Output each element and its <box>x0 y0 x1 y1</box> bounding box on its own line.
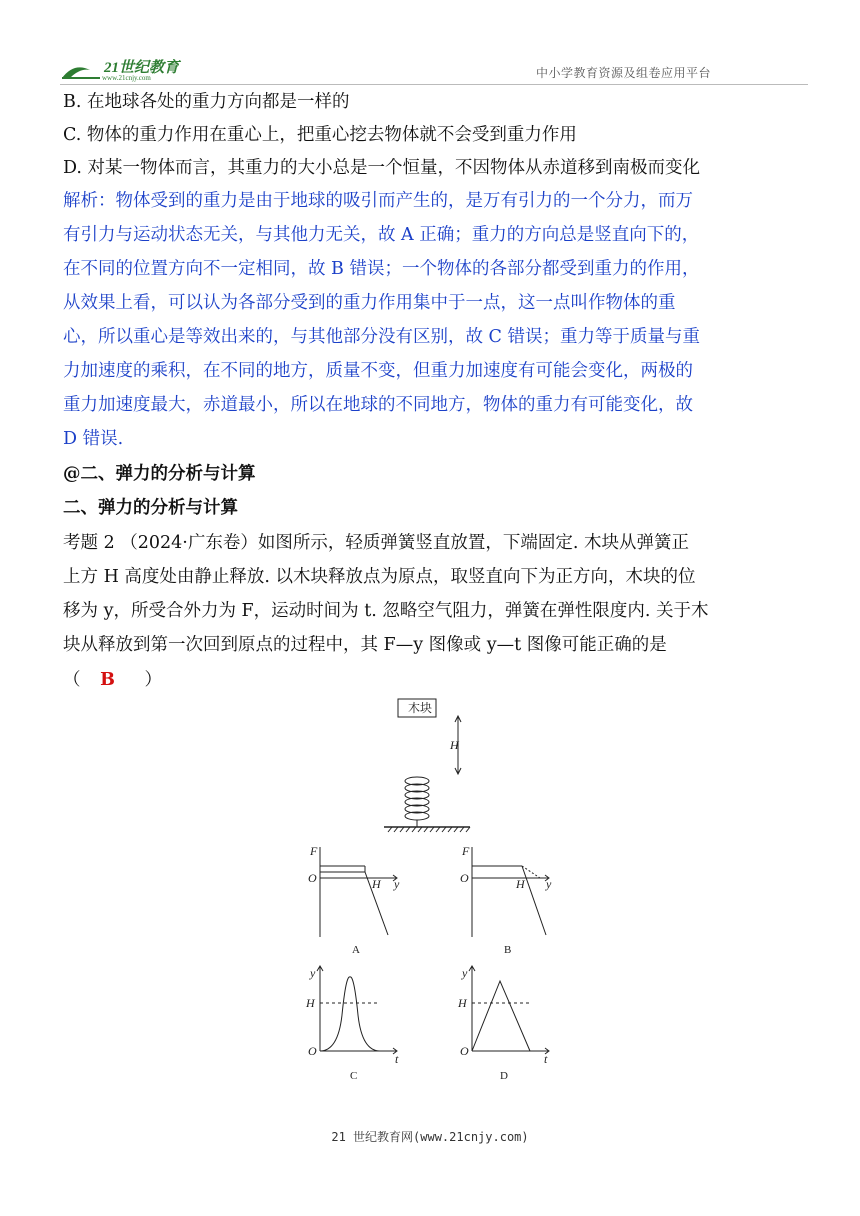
header-divider <box>60 84 808 85</box>
analysis-line: 心，所以重心是等效出来的，与其他部分没有区别，故 C 错误；重力等于质量与重 <box>63 327 701 347</box>
graph-label-c: C <box>350 1070 358 1082</box>
analysis-line: 在不同的位置方向不一定相同，故 B 错误；一个物体的各部分都受到重力的作用， <box>63 259 700 279</box>
analysis-line: 解析：物体受到的重力是由于地球的吸引而产生的，是万有引力的一个分力，而万 <box>63 191 693 211</box>
question-line: 移为 y，所受合外力为 F，运动时间为 t. 忽略空气阻力，弹簧在弹性限度内. 关于木 <box>63 601 709 621</box>
logo-url-text: www.21cnjy.com <box>102 74 151 82</box>
origin-label: O <box>460 871 469 885</box>
graph-a <box>320 847 397 937</box>
analysis-line: D 错误. <box>63 429 124 449</box>
question-line: 上方 H 高度处由静止释放. 以木块释放点为原点，取竖直向下为正方向，木块的位 <box>63 567 696 587</box>
origin-label: O <box>308 1044 317 1058</box>
answer-line <box>63 666 162 691</box>
analysis-line: 有引力与运动状态无关，与其他力无关，故 A 正确；重力的方向总是竖直向下的， <box>63 225 700 245</box>
graph-label-d: D <box>500 1070 508 1082</box>
site-logo <box>60 58 220 82</box>
graph-c <box>317 966 397 1054</box>
axis-t-label: t <box>395 1052 399 1066</box>
axis-y-label: y <box>546 877 552 891</box>
block-label: 木块 <box>407 701 433 715</box>
h-tick-label: H <box>306 996 315 1010</box>
option-c: C. 物体的重力作用在重心上，把重心挖去物体就不会受到重力作用 <box>63 125 577 145</box>
axis-y-label: y <box>394 877 400 891</box>
analysis-line: 从效果上看，可以认为各部分受到的重力作用集中于一点，这一点叫作物体的重 <box>63 293 676 313</box>
section-heading-at: @二、弹力的分析与计算 <box>63 464 256 484</box>
axis-f-label: F <box>462 844 470 858</box>
graph-label-a: A <box>352 944 360 956</box>
axis-f-label: F <box>310 844 318 858</box>
paren-close: ） <box>144 670 162 690</box>
axis-y-label: y <box>310 966 316 980</box>
origin-label: O <box>460 1044 469 1058</box>
h-tick-label: H <box>372 877 381 891</box>
h-tick-label: H <box>516 877 525 891</box>
origin-label: O <box>308 871 317 885</box>
page-footer: 21 世纪教育网(www.21cnjy.com) <box>331 1130 529 1144</box>
graph-label-b: B <box>504 944 512 956</box>
graph-b <box>472 847 549 937</box>
height-label: H <box>450 738 459 752</box>
spring <box>405 777 429 827</box>
h-tick-label: H <box>458 996 467 1010</box>
option-b: B. 在地球各处的重力方向都是一样的 <box>63 92 350 112</box>
question-line: 块从释放到第一次回到原点的过程中，其 F—y 图像或 y—t 图像可能正确的是 <box>63 635 667 655</box>
option-d: D. 对某一物体而言，其重力的大小总是一个恒量，不因物体从赤道移到南极而变化 <box>63 158 701 178</box>
answer-choice: B <box>100 670 115 690</box>
platform-title: 中小学教育资源及组卷应用平台 <box>536 66 712 80</box>
question-line: 考题 2 （2024·广东卷）如图所示，轻质弹簧竖直放置，下端固定. 木块从弹簧正 <box>63 533 689 553</box>
paren-open: （ <box>63 670 81 690</box>
axis-y-label: y <box>462 966 468 980</box>
analysis-line: 力加速度的乘积，在不同的地方，质量不变，但重力加速度有可能会变化，两极的 <box>63 361 693 381</box>
logo-main-text: 21世纪教育 <box>104 60 180 76</box>
physics-figure <box>300 695 570 1090</box>
graph-d <box>469 966 549 1054</box>
analysis-line: 重力加速度最大，赤道最小，所以在地球的不同地方，物体的重力有可能变化，故 <box>63 395 693 415</box>
axis-t-label: t <box>544 1052 548 1066</box>
section-heading: 二、弹力的分析与计算 <box>63 498 238 518</box>
